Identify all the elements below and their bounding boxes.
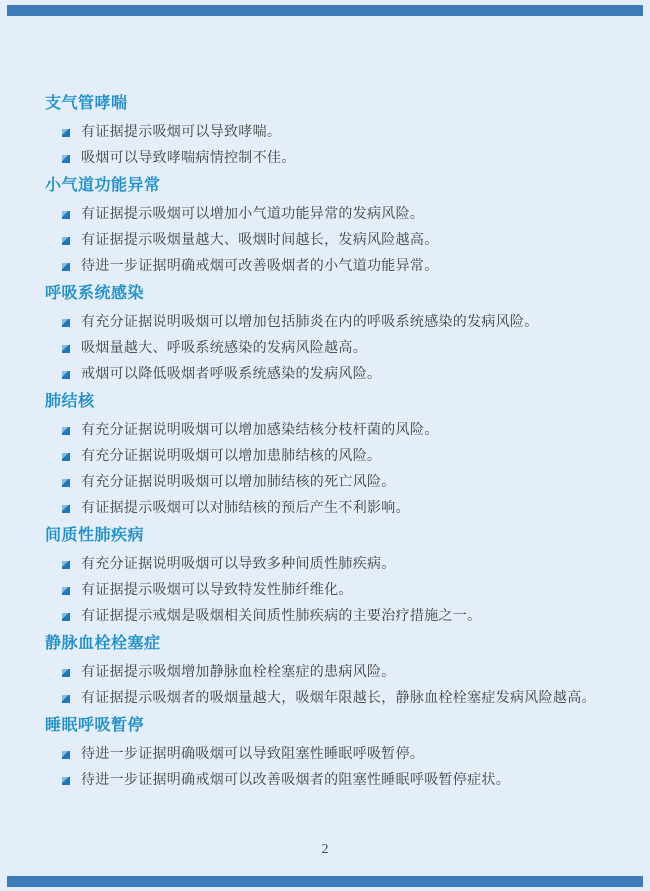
list-item <box>62 422 610 440</box>
list-item-text: 有证据提示戒烟是吸烟相关间质性肺疾病的主要治疗措施之一。 <box>81 609 482 624</box>
square-bullet-icon <box>62 319 70 327</box>
square-bullet-icon <box>62 669 70 677</box>
list-item <box>62 206 610 224</box>
list-item-text: 有证据提示吸烟可以对肺结核的预后产生不利影响。 <box>81 501 410 516</box>
section-list <box>45 314 610 384</box>
list-item <box>62 448 610 466</box>
section <box>45 526 610 626</box>
square-bullet-icon <box>62 427 70 435</box>
list-item <box>62 582 610 600</box>
section-list <box>45 124 610 168</box>
square-bullet-icon <box>62 695 70 703</box>
square-bullet-icon <box>62 237 70 245</box>
list-item-text: 有充分证据说明吸烟可以增加包括肺炎在内的呼吸系统感染的发病风险。 <box>81 315 539 330</box>
page-number: 2 <box>321 842 329 857</box>
section-title: 小气道功能异常 <box>45 177 161 194</box>
square-bullet-icon <box>62 453 70 461</box>
section <box>45 94 610 168</box>
list-item <box>62 258 610 276</box>
top-rule-bar <box>7 5 643 16</box>
list-item <box>62 232 610 250</box>
square-bullet-icon <box>62 613 70 621</box>
square-bullet-icon <box>62 345 70 353</box>
section-title: 呼吸系统感染 <box>45 285 145 302</box>
list-item <box>62 690 610 708</box>
list-item <box>62 772 610 790</box>
list-item-text: 待进一步证据明确吸烟可以导致阻塞性睡眠呼吸暂停。 <box>81 747 425 762</box>
square-bullet-icon <box>62 751 70 759</box>
section-list <box>45 206 610 276</box>
list-item-text: 待进一步证据明确戒烟可以改善吸烟者的阻塞性睡眠呼吸暂停症状。 <box>81 773 510 788</box>
section <box>45 716 610 790</box>
list-item-text: 有证据提示吸烟可以导致特发性肺纤维化。 <box>81 583 353 598</box>
section-title: 静脉血栓栓塞症 <box>45 635 161 652</box>
list-item-text: 有证据提示吸烟可以导致哮喘。 <box>81 125 282 140</box>
list-item-text: 有证据提示吸烟者的吸烟量越大，吸烟年限越长，静脉血栓栓塞症发病风险越高。 <box>81 691 596 706</box>
list-item-text: 戒烟可以降低吸烟者呼吸系统感染的发病风险。 <box>81 367 382 382</box>
list-item-text: 吸烟可以导致哮喘病情控制不佳。 <box>81 151 296 166</box>
square-bullet-icon <box>62 561 70 569</box>
list-item-text: 有证据提示吸烟量越大、吸烟时间越长，发病风险越高。 <box>81 233 439 248</box>
section <box>45 284 610 384</box>
section <box>45 634 610 708</box>
section-list <box>45 664 610 708</box>
bottom-rule-bar <box>7 876 643 887</box>
square-bullet-icon <box>62 587 70 595</box>
section-list <box>45 422 610 518</box>
section-title: 间质性肺疾病 <box>45 527 145 544</box>
section-title: 睡眠呼吸暂停 <box>45 717 145 734</box>
section-title: 支气管哮喘 <box>45 95 128 112</box>
list-item <box>62 150 610 168</box>
list-item <box>62 314 610 332</box>
section-title: 肺结核 <box>45 393 95 410</box>
list-item-text: 有证据提示吸烟可以增加小气道功能异常的发病风险。 <box>81 207 425 222</box>
list-item-text: 吸烟量越大、呼吸系统感染的发病风险越高。 <box>81 341 367 356</box>
list-item-text: 待进一步证据明确戒烟可改善吸烟者的小气道功能异常。 <box>81 259 439 274</box>
list-item <box>62 500 610 518</box>
list-item-text: 有充分证据说明吸烟可以导致多种间质性肺疾病。 <box>81 557 396 572</box>
list-item <box>62 556 610 574</box>
list-item-text: 有充分证据说明吸烟可以增加患肺结核的风险。 <box>81 449 382 464</box>
square-bullet-icon <box>62 505 70 513</box>
list-item <box>62 608 610 626</box>
square-bullet-icon <box>62 129 70 137</box>
list-item <box>62 664 610 682</box>
section <box>45 392 610 518</box>
square-bullet-icon <box>62 263 70 271</box>
page-content <box>45 94 610 798</box>
section-list <box>45 746 610 790</box>
square-bullet-icon <box>62 777 70 785</box>
list-item <box>62 340 610 358</box>
square-bullet-icon <box>62 155 70 163</box>
square-bullet-icon <box>62 479 70 487</box>
section <box>45 176 610 276</box>
list-item <box>62 366 610 384</box>
list-item-text: 有充分证据说明吸烟可以增加肺结核的死亡风险。 <box>81 475 396 490</box>
section-list <box>45 556 610 626</box>
list-item <box>62 124 610 142</box>
list-item-text: 有证据提示吸烟增加静脉血栓栓塞症的患病风险。 <box>81 665 396 680</box>
square-bullet-icon <box>62 371 70 379</box>
list-item <box>62 474 610 492</box>
list-item <box>62 746 610 764</box>
square-bullet-icon <box>62 211 70 219</box>
list-item-text: 有充分证据说明吸烟可以增加感染结核分枝杆菌的风险。 <box>81 423 439 438</box>
